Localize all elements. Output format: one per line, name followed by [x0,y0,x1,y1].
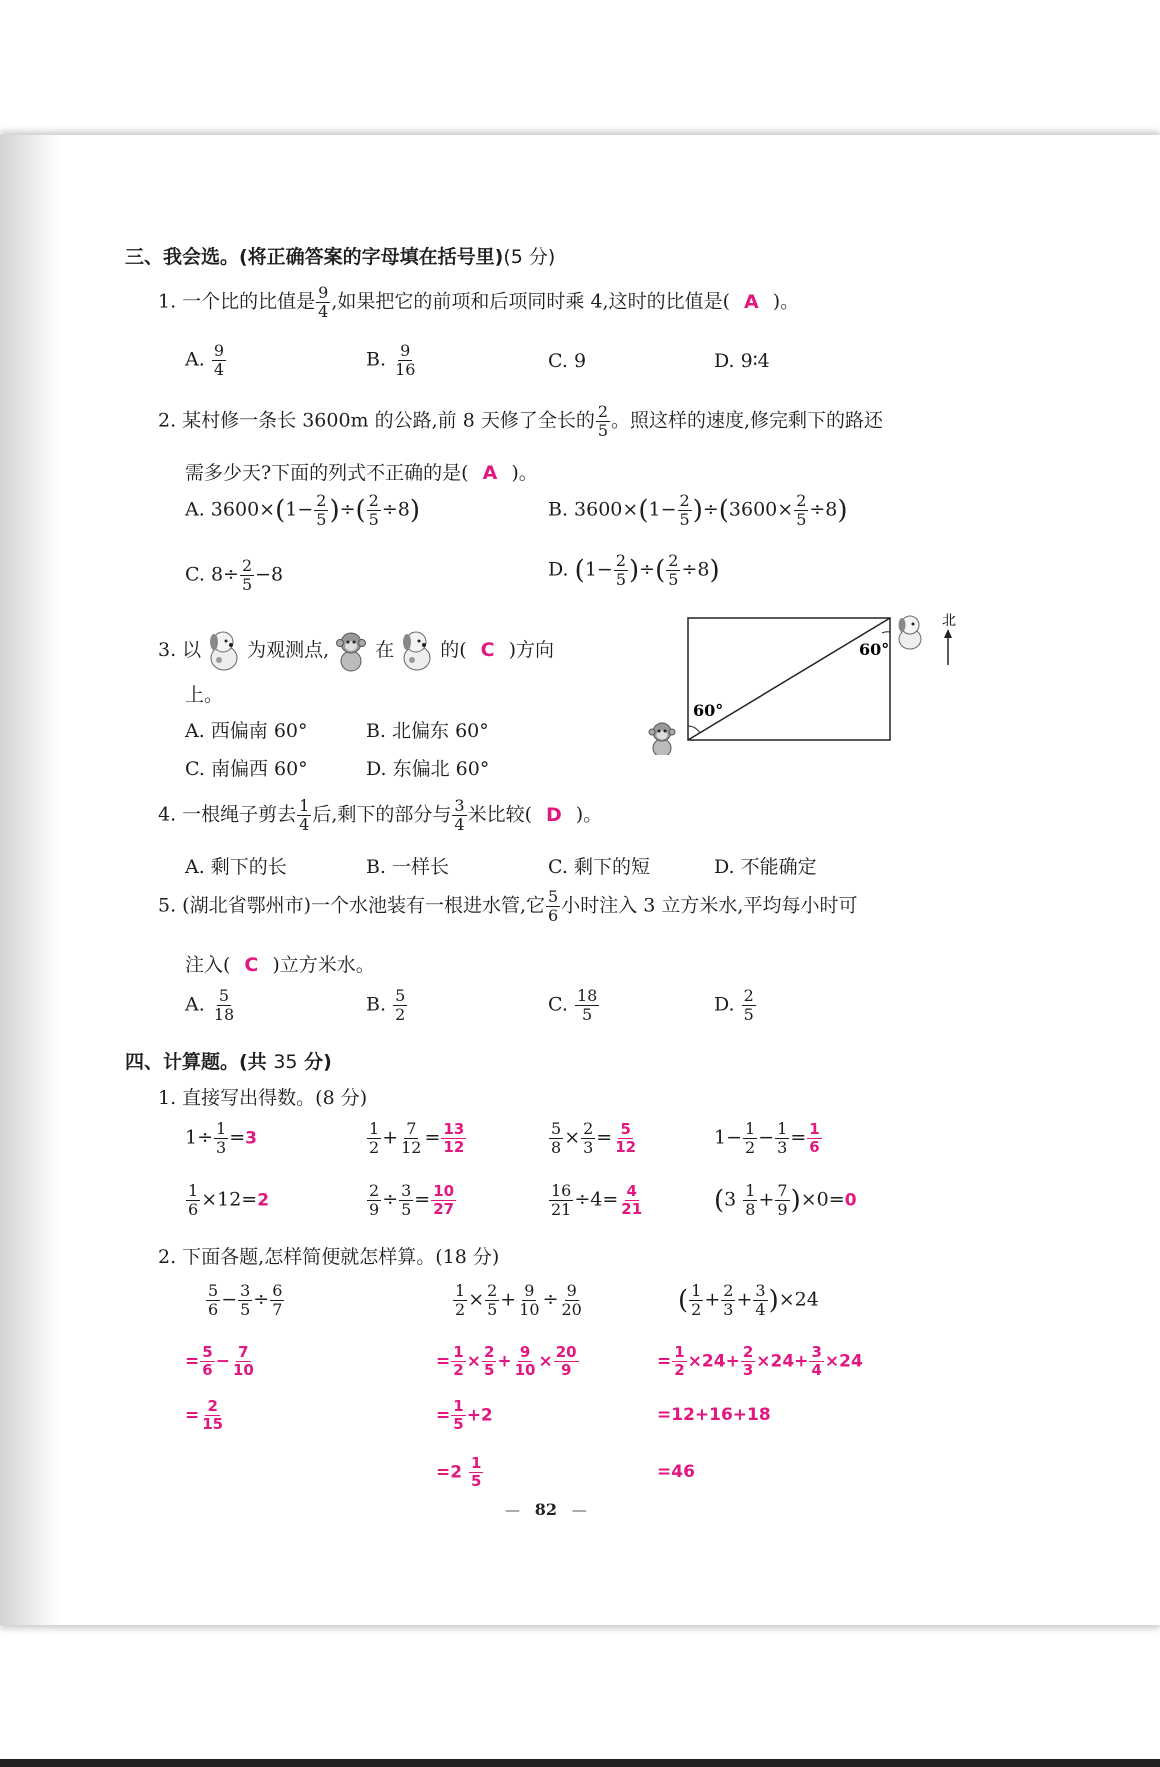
part-1-title: 1. 直接写出得数。(8 分) [158,1087,368,1109]
dog-icon [394,628,440,674]
calc-answer: $\frac{13}{12}$ [443,1120,465,1156]
calc-answer: 2 [257,1190,270,1211]
diagonal-line [688,618,890,740]
q2-option-d: D. (1− $\frac{2}{5}$ )÷( $\frac{2}{5}$ ÷8) [548,551,720,589]
fraction: $\frac{9}{4}$ [318,283,329,321]
angle-arc-bottom [688,726,700,733]
bottom-bar [0,1759,1160,1767]
q1-option-a: A. $\frac{9}{4}$ [185,341,224,379]
calc-answer: $\frac{1}{6}$ [809,1120,820,1156]
q4-option-c: C. 剩下的短 [548,856,650,878]
question-3: 3. 以 为观测点, 在 的( C )方向 [158,628,554,674]
question-1: 1. 一个比的比值是 $\frac{9}{4}$ ,如果把它的前项和后项同时乘 4,这时的比值是( A )。 [158,283,800,321]
simplify-problem-3: ( $\frac{1}{2}$ + $\frac{2}{3}$ + $\frac{3}{4}$ )×24 [678,1281,819,1319]
question-2: 2. 某村修一条长 3600m 的公路,前 8 天修了全长的 $\frac{2}{5}$ 。照这样的速度,修完剩下的路还 [158,402,884,440]
q4-option-a: A. 剩下的长 [185,856,287,878]
q5-option-a: A. $\frac{5}{18}$ [185,986,235,1024]
question-4: 4. 一根绳子剪去 $\frac{1}{4}$ 后,剩下的部分与 $\frac{3}{4}$ 米比较( D )。 [158,796,603,834]
north-arrow-head [944,629,952,638]
angle-arc-top [882,632,890,633]
monkey-icon [329,628,375,674]
calc-item: 1− $\frac{1}{2}$ − $\frac{1}{3}$ = $\frac{1}{6}$ [714,1119,820,1157]
monkey-icon [649,723,675,755]
calc-answer: 0 [844,1190,857,1211]
simplify-step: =46 [657,1462,695,1482]
dog-icon [201,628,247,674]
question-5-line2: 注入( C )立方米水。 [185,954,375,976]
question-5: 5. (湖北省鄂州市)一个水池装有一根进水管,它 $\frac{5}{6}$ 小时注入 3 立方米水,平均每小时可 [158,887,858,925]
q1-option-b: B. $\frac{9}{16}$ [366,341,416,379]
simplify-step: =12+16+18 [657,1405,771,1425]
calc-item: $\frac{16}{21}$ ÷4= $\frac{4}{21}$ [551,1181,643,1219]
q2-option-c: C. 8÷ $\frac{2}{5}$ −8 [185,556,284,594]
q5-option-b: B. $\frac{5}{2}$ [366,986,406,1024]
simplify-step: = $\frac{5}{6}$ − $\frac{7}{10}$ [185,1343,254,1379]
calc-item: 1÷ $\frac{1}{3}$ =3 [185,1119,257,1157]
q1-option-c: C. 9 [548,350,587,372]
q3-option-b: B. 北偏东 60° [366,720,489,742]
calc-item: $\frac{1}{6}$ ×12=2 [188,1181,270,1219]
q2-option-b: B. 3600×(1− $\frac{2}{5}$ )÷(3600× $\frac{2}{5}$ ÷8) [548,491,848,529]
q2-option-a: A. 3600×(1− $\frac{2}{5}$ )÷( $\frac{2}{5}$ ÷8) [185,491,421,529]
calc-answer: $\frac{5}{12}$ [615,1120,637,1156]
section-3-title: 三、我会选。(将正确答案的字母填在括号里)(5 分) [125,246,556,268]
q3-option-d: D. 东偏北 60° [366,758,490,780]
q3-option-c: C. 南偏西 60° [185,758,308,780]
section-4-title: 四、计算题。(共 35 分) [125,1051,332,1073]
q4-option-b: B. 一样长 [366,856,450,878]
q5-option-d: D. $\frac{2}{5}$ [714,986,754,1024]
page-number: 82 [534,1500,558,1519]
calc-answer: $\frac{4}{21}$ [621,1182,643,1218]
answer-3: C [480,639,495,661]
simplify-step: = $\frac{2}{15}$ [185,1397,224,1433]
simplify-step: =2 $\frac{1}{5}$ [436,1454,482,1490]
calc-item: $\frac{2}{9}$ ÷ $\frac{3}{5}$ = $\frac{10}{27}$ [369,1181,455,1219]
calc-item: $\frac{1}{2}$ + $\frac{7}{12}$ = $\frac{13}{12}$ [369,1119,465,1157]
q5-option-c: C. $\frac{18}{5}$ [548,986,598,1024]
direction-diagram [630,605,970,755]
answer-1: A [743,290,759,313]
page-footer: — 82 — [505,1500,587,1519]
question-3-line2: 上。 [185,684,224,706]
answer-4: D [546,803,562,826]
q1-option-d: D. 9∶4 [714,350,770,372]
angle-label-top: 60° [859,640,890,659]
part-2-title: 2. 下面各题,怎样简便就怎样算。(18 分) [158,1246,500,1268]
simplify-problem-2: $\frac{1}{2}$ × $\frac{2}{5}$ + $\frac{9}{10}$ ÷ $\frac{9}{20}$ [455,1281,582,1319]
angle-label-bottom: 60° [693,701,724,720]
north-label: 北 [942,613,956,629]
question-2-line2: 需多少天?下面的列式不正确的是( A )。 [185,462,538,484]
dog-icon [899,616,922,649]
calc-item: (3 $\frac{1}{8}$ + $\frac{7}{9}$ )×0=0 [714,1181,857,1219]
calc-answer: $\frac{10}{27}$ [433,1182,455,1218]
answer-5: C [244,954,259,976]
calc-answer: 3 [245,1128,257,1149]
q4-option-d: D. 不能确定 [714,856,817,878]
q3-option-a: A. 西偏南 60° [185,720,308,742]
simplify-step: = $\frac{1}{2}$ × $\frac{2}{5}$ + $\frac{9}{10}$ × $\frac{20}{9}$ [436,1343,577,1379]
simplify-problem-1: $\frac{5}{6}$ − $\frac{3}{5}$ ÷ $\frac{6}{7}$ [208,1281,283,1319]
simplify-step: = $\frac{1}{5}$ +2 [436,1397,493,1433]
simplify-step: = $\frac{1}{2}$ ×24+ $\frac{2}{3}$ ×24+ $\frac{3}{4}$ ×24 [657,1343,863,1379]
answer-2: A [482,462,498,484]
calc-item: $\frac{5}{8}$ × $\frac{2}{3}$ = $\frac{5}{12}$ [551,1119,637,1157]
